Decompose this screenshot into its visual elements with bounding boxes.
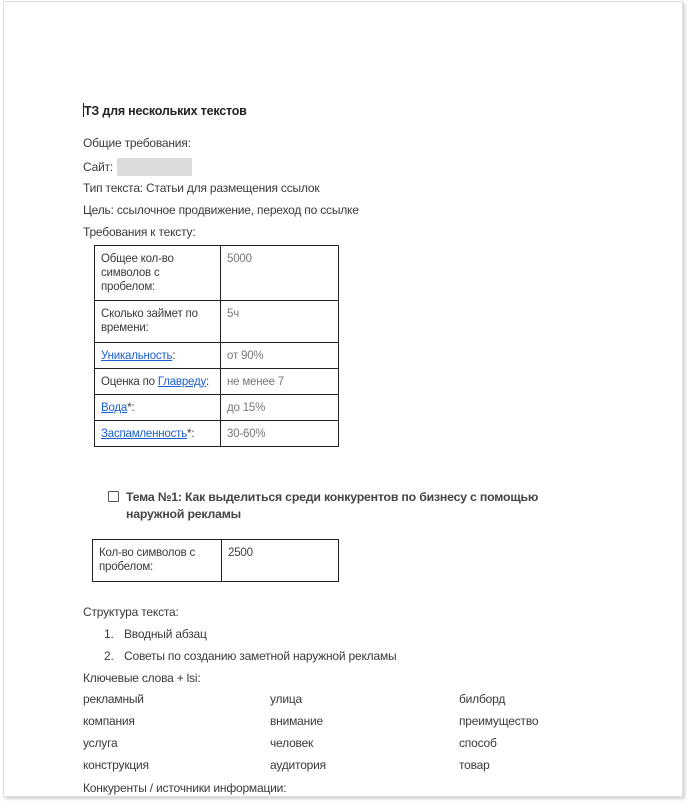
- table-row: [95, 369, 339, 395]
- keyword: способ: [459, 736, 497, 750]
- keyword: улица: [270, 692, 302, 706]
- table-cell-key: Кол-во символов с пробелом:: [93, 540, 222, 582]
- table-cell-value: до 15%: [221, 395, 339, 421]
- table-cell-value: 5ч: [221, 301, 339, 343]
- site-value-redacted: [117, 158, 192, 176]
- keyword: товар: [459, 758, 490, 772]
- structure-list: [104, 626, 396, 670]
- key-suffix: *:: [187, 428, 195, 440]
- list-item: [104, 648, 396, 670]
- requirements-label: Требования к тексту:: [83, 225, 196, 239]
- table-row: [93, 540, 339, 582]
- structure-label: Структура текста:: [83, 605, 179, 619]
- uniqueness-link[interactable]: Уникальность: [101, 350, 173, 362]
- table-row: [95, 343, 339, 369]
- document-page: [3, 1, 683, 797]
- keyword: конструкция: [83, 758, 149, 772]
- keyword: компания: [83, 714, 135, 728]
- table-cell-key: [95, 421, 221, 447]
- document-title-text: ТЗ для нескольких текстов: [84, 104, 247, 118]
- keyword: человек: [270, 736, 314, 750]
- keywords-grid: [83, 691, 603, 779]
- topic-table: [92, 539, 339, 582]
- text-type-line: Тип текста: Статьи для размещения ссылок: [83, 181, 320, 195]
- table-row: [95, 246, 339, 301]
- key-suffix: :: [206, 376, 210, 388]
- table-cell-key: [95, 395, 221, 421]
- site-label: Сайт:: [83, 160, 114, 174]
- keyword: внимание: [270, 714, 324, 728]
- table-cell-value: 5000: [221, 246, 339, 301]
- topic-title: Тема №1: Как выделиться среди конкурентов по бизнесу с помощью наружной рекламы: [126, 490, 539, 521]
- topic-checkbox[interactable]: [108, 491, 119, 502]
- keyword: услуга: [83, 736, 118, 750]
- table-row: [95, 421, 339, 447]
- keywords-row: [83, 713, 603, 735]
- keyword: преимущество: [459, 714, 539, 728]
- table-cell-value: 2500: [222, 540, 339, 582]
- keyword: билборд: [459, 692, 506, 706]
- list-item-number: 2.: [104, 649, 114, 663]
- table-cell-value: от 90%: [221, 343, 339, 369]
- goal-line: Цель: ссылочное продвижение, переход по ссылке: [83, 203, 359, 217]
- table-cell-key: [95, 343, 221, 369]
- topic-checklist-item: [108, 489, 588, 523]
- keywords-row: [83, 735, 603, 757]
- requirements-table: [94, 245, 339, 447]
- keyword: аудитория: [270, 758, 326, 772]
- table-cell-value: не менее 7: [221, 369, 339, 395]
- list-item-text: Вводный абзац: [124, 627, 207, 641]
- key-prefix: Оценка по: [101, 376, 158, 388]
- document-title[interactable]: [83, 103, 247, 119]
- table-cell-key: Сколько займет по времени:: [95, 301, 221, 343]
- keywords-label: Ключевые слова + lsi:: [83, 671, 201, 685]
- list-item-number: 1.: [104, 627, 114, 641]
- key-suffix: :: [172, 350, 176, 362]
- table-cell-key: [95, 369, 221, 395]
- keywords-row: [83, 757, 603, 779]
- general-requirements-label: Общие требования:: [83, 136, 191, 150]
- site-line: [83, 158, 192, 176]
- glavred-link[interactable]: Главреду: [157, 376, 207, 388]
- spamminess-link[interactable]: Заспамленность: [101, 428, 188, 440]
- list-item: [104, 626, 396, 648]
- table-cell-value: 30-60%: [221, 421, 339, 447]
- competitors-label: Конкуренты / источники информации:: [83, 781, 287, 795]
- table-cell-key: Общее кол-во символов с пробелом:: [95, 246, 221, 301]
- keywords-row: [83, 691, 603, 713]
- table-row: [95, 395, 339, 421]
- list-item-text: Советы по созданию заметной наружной рекламы: [124, 649, 397, 663]
- key-suffix: *:: [127, 402, 135, 414]
- table-row: [95, 301, 339, 343]
- water-link[interactable]: Вода: [101, 402, 128, 414]
- keyword: рекламный: [83, 692, 144, 706]
